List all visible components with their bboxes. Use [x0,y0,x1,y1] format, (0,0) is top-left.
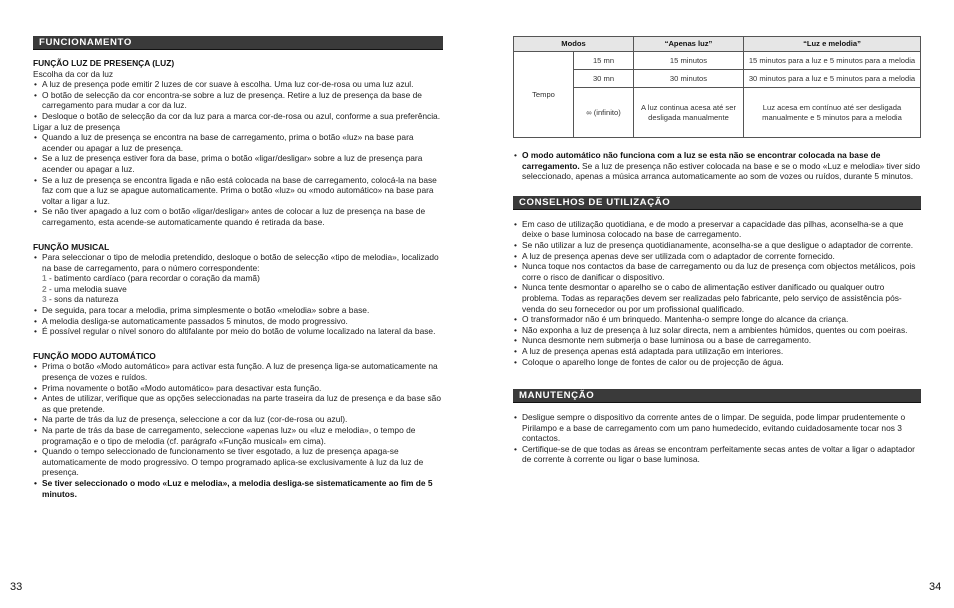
list-item: • Não exponha a luz de presença à luz solar directa, nem a ambientes húmidos, quentes ou com poeiras. [513,325,921,336]
automatico-section [33,351,443,499]
list-item: • O transformador não é um brinquedo. Mantenha-o sempre longe do alcance da criança. [513,314,921,325]
list-item: • Antes de utilizar, verifique que as opções seleccionadas na parte traseira da luz de presença e da base são as que pretende. [33,393,443,414]
page-number-right: 34 [929,581,942,593]
list-item: • Desloque o botão de selecção da cor da luz para a marca cor-de-rosa ou azul, conforme a sua preferência. [33,111,443,122]
note-bold: O modo automático não funciona com a luz se esta não se encontrar colocada na base de carregamento. [522,150,881,171]
list-item: • A luz de presença apenas deve ser utilizada com o adaptador de corrente fornecido. [513,251,921,262]
option-text: - sons da natureza [46,294,119,305]
list-item: • Para seleccionar o tipo de melodia pretendido, desloque o botão de selecção «tipo de melodia», localizado na base de carregamento, para o número correspondente: [33,252,443,273]
table-header-row [514,37,921,52]
table-header: “Luz e melodia” [744,37,921,52]
cor-list [33,79,443,121]
melody-option-1 [33,273,443,284]
luz-heading: FUNÇÃO LUZ DE PRESENÇA (LUZ) [33,58,175,68]
section-title-manutencao: MANUTENÇÃO [513,389,921,403]
table-cell: A luz continua acesa até ser desligada manualmente [634,88,744,138]
table-header: Modos [514,37,634,52]
manutencao-list [513,412,921,465]
option-text: - uma melodia suave [46,283,127,294]
option-number: 3 [42,294,47,305]
musical-list [33,305,443,337]
option-text: - batimento cardíaco (para recordar o coração da mamã) [46,273,260,284]
list-item: • Na parte de trás da base de carregamento, seleccione «apenas luz» ou «luz e melodia», o tempo de programação e o tipo de melodia (cf. parágrafo «Função musical» em cima). [33,425,443,446]
table-row [514,70,921,88]
list-item: • Se a luz de presença se encontra ligada e não está colocada na base de carregamento, colocá-la na base faz com que a luz se apague automaticamente. Prima o botão «luz» ou «modo automático» na base para voltar a ligar a luz. [33,175,443,207]
option-number: 2 [42,283,47,294]
table-cell: 15 minutos para a luz e 5 minutos para a melodia [744,52,921,70]
list-item: • A melodia desliga-se automaticamente passados 5 minutos, de modo progressivo. [33,316,443,327]
list-item: • Se não tiver apagado a luz com o botão «ligar/desligar» antes de colocar a luz de presença na base de carregamento, esta acende-se automaticamente quando é retirada da base. [33,206,443,227]
list-item: • Quando a luz de presença se encontra na base de carregamento, prima o botão «luz» na base para acender ou apagar a luz de presença. [33,132,443,153]
list-item: • Em caso de utilização quotidiana, e de modo a preservar a capacidade das pilhas, aconselha-se a que deixe o base luminosa colocado na base de carregamento. [513,219,921,240]
list-item: • De seguida, para tocar a melodia, prima simplesmente o botão «melodia» sobre a base. [33,305,443,316]
section-title-funcionamento: FUNCIONAMENTO [33,36,443,50]
musical-intro-list [33,252,443,273]
list-item: • Nunca toque nos contactos da base de carregamento ou da luz de presença com objectos metálicos, pois corre o risco de danificar o dispositivo. [513,261,921,282]
list-item: • Quando o tempo seleccionado de funcionamento se tiver esgotado, a luz de presença apaga-se automaticamente de modo progressivo. O tempo programado aplica-se exclusivamente à luz da luz de presença. [33,446,443,478]
right-page [513,0,921,608]
table-cell: Luz acesa em contínuo até ser desligada manualmente e 5 minutos para a melodia [744,88,921,138]
list-item: • A luz de presença pode emitir 2 luzes de cor suave à escolha. Uma luz cor-de-rosa ou uma luz azul. [33,79,443,90]
table-header: “Apenas luz” [634,37,744,52]
page-number-left: 33 [10,581,23,593]
automatico-heading: FUNÇÃO MODO AUTOMÁTICO [33,350,156,361]
table-row [514,88,921,138]
modes-table [513,36,921,138]
list-item: • Se não utilizar a luz de presença quotidianamente, aconselha-se a que desligue o adaptador de corrente. [513,240,921,251]
ligar-label: Ligar a luz de presença [33,121,121,132]
option-number: 1 [42,273,47,284]
table-cell: ∞ (infinito) [574,88,634,138]
musical-heading: FUNÇÃO MUSICAL [33,241,110,252]
table-cell: 15 minutos [634,52,744,70]
list-item: • Prima o botão «Modo automático» para activar esta função. A luz de presença liga-se automaticamente na presença de vozes e ruídos. [33,361,443,382]
automatic-note [513,150,921,182]
table-cell: 30 minutos [634,70,744,88]
table-row [514,52,921,70]
note-text: Se a luz de presença não estiver colocada na base e se o modo «Luz e melodia» tiver sido seleccionado, apenas a música arranca automaticamente ao som de vozes ou ruídos, durante 5 minutos. [522,160,921,182]
left-page [33,0,443,608]
list-item-bold: • Se tiver seleccionado o modo «Luz e melodia», a melodia desliga-se sistematicamente ao fim de 5 minutos. [33,478,443,499]
musical-section [33,242,443,337]
luz-section [33,58,443,228]
list-item: • Se a luz de presença estiver fora da base, prima o botão «ligar/desligar» sobre a luz de presença para acender ou apagar a luz. [33,153,443,174]
list-item: • Na parte de trás da luz de presença, seleccione a cor da luz (cor-de-rosa ou azul). [33,414,443,425]
melody-option-3 [33,294,443,305]
table-cell: 30 mn [574,70,634,88]
conselhos-list [513,219,921,367]
list-item: • Coloque o aparelho longe de fontes de calor ou de projecção de água. [513,357,921,368]
list-item: • Desligue sempre o dispositivo da corrente antes de o limpar. De seguida, pode limpar prudentemente o Pirilampo e a base de carregamento com um pano humedecido, evitando cuidadosamente tocar nos 3 contactos. [513,412,921,444]
melody-option-2 [33,284,443,295]
section-title-conselhos: CONSELHOS DE UTILIZAÇÃO [513,196,921,210]
row-label: Tempo [514,52,574,138]
list-item: • Prima novamente o botão «Modo automático» para desactivar esta função. [33,383,443,394]
list-item: • Nunca tente desmontar o aparelho se o cabo de alimentação estiver danificado ou qualquer outro problema. Todas as reparações devem ser realizadas pelo fabricante, pelo serviço de assistência pós-venda do seu fornecedor ou por um profissional qualificado. [513,282,921,314]
list-item: • O botão de selecção da cor encontra-se sobre a luz de presença. Retire a luz de presença da base de carregamento para mudar a cor da luz. [33,90,443,111]
cor-label: Escolha da cor da luz [33,68,114,79]
table-cell: 15 mn [574,52,634,70]
list-item: • Nunca desmonte nem submerja o base luminosa ou a base de carregamento. [513,335,921,346]
automatico-list [33,361,443,499]
list-item: • A luz de presença apenas está adaptada para utilização em interiores. [513,346,921,357]
list-item: • Certifique-se de que todas as áreas se encontram perfeitamente secas antes de voltar a ligar o adaptador de corrente à corrente ou ligar o base luminosa. [513,444,921,465]
list-item [513,150,921,182]
ligar-list [33,132,443,227]
list-item: • É possível regular o nível sonoro do altifalante por meio do botão de volume localizado na lateral da base. [33,326,443,337]
table-cell: 30 minutos para a luz e 5 minutos para a melodia [744,70,921,88]
